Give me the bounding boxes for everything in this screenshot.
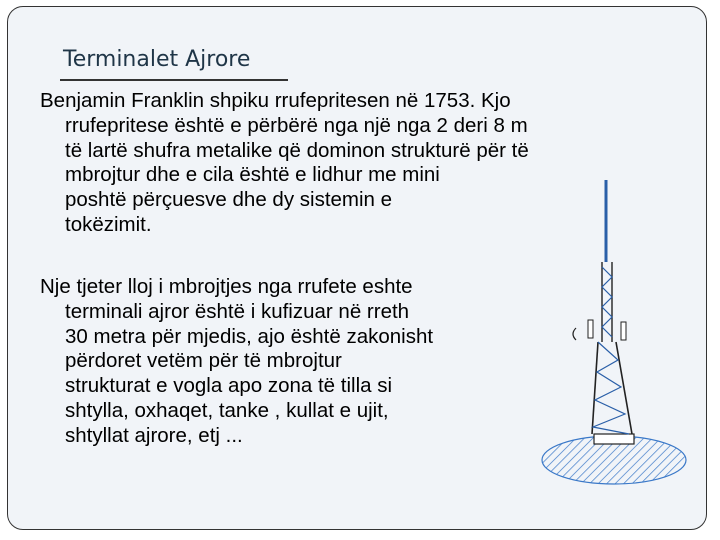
lightning-rod-tower-icon [536,172,692,502]
paragraph-line: tokëzimit. [65,212,152,236]
paragraph-line: 30 metra për mjedis, ajo është zakonisht [65,324,434,348]
tower-base [594,434,634,444]
slide-title: Terminalet Ajrore [63,47,251,72]
paragraph-franklin [40,89,529,238]
paragraph-line: të lartë shufra metalike që dominon strukturë për të [65,138,529,162]
title-underline [60,79,288,81]
paragraph-line: përdoret vetëm për të mbrojtur [65,349,342,373]
paragraph-line: strukturat e vogla apo zona të tilla si [65,374,393,398]
paragraph-line: shtylla, oxhaqet, tanke , kullat e ujit, [65,398,389,422]
paragraph-line: rrufepritese është e përbërë nga një nga 2 deri 8 m [65,113,528,137]
paragraph-line: terminali ajror është i kufizuar në rreth [65,299,410,323]
paragraph-line: Nje tjeter lloj i mbrojtjes nga rrufete eshte [40,275,413,298]
paragraph-air-terminal [40,275,433,449]
paragraph-line: poshtë përçuesve dhe dy sistemin e [65,188,393,212]
paragraph-line: shtyllat ajrore, etj ... [65,423,243,447]
paragraph-line: mbrojtur dhe e cila është e lidhur me mini [65,163,440,187]
paragraph-line: Benjamin Franklin shpiku rrufepritesen në 1753. Kjo [40,89,511,112]
